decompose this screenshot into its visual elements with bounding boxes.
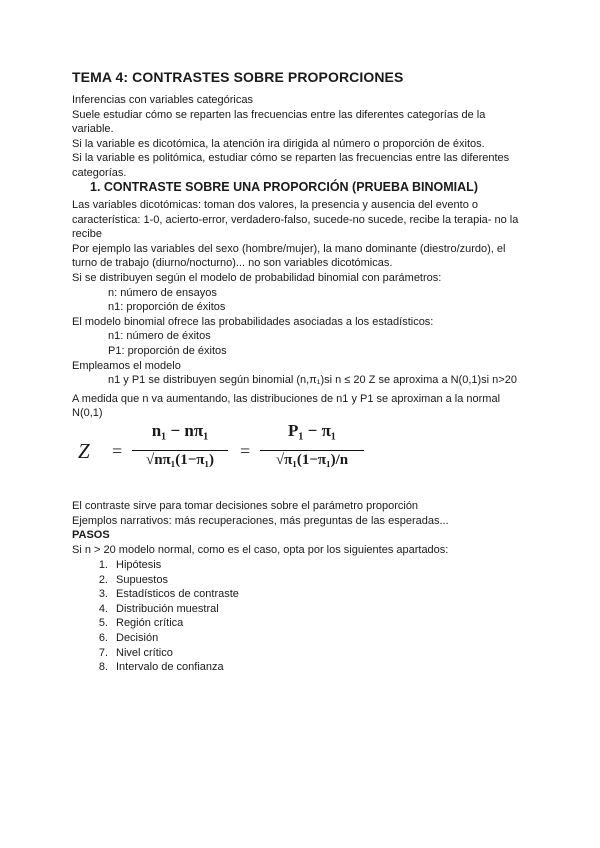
z-formula — [72, 421, 368, 492]
body-line: Empleamos el modelo — [72, 359, 181, 372]
fraction-denominator: √nπ₁(1−π₁) — [145, 452, 215, 468]
intro-line: variable. — [72, 123, 114, 136]
section-heading: 1. CONTRASTE SOBRE UNA PROPORCIÓN (PRUEBA BINOMIAL) — [90, 180, 478, 194]
fraction-bar — [132, 450, 228, 451]
list-number: 8. — [98, 661, 108, 674]
formula-equals: = — [240, 441, 251, 461]
list-item — [90, 573, 390, 588]
list-number: 5. — [98, 617, 108, 630]
body-line: A medida que n va aumentando, las distribuciones de n1 y P1 se aproximan a la normal — [72, 392, 501, 405]
list-text: Estadísticos de contraste — [116, 588, 239, 601]
fraction-numerator: P₁ − π₁ — [287, 421, 337, 440]
list-number: 1. — [98, 559, 108, 571]
intro-line: Suele estudiar cómo se reparten las frecuencias entre las diferentes categorías de la — [72, 108, 486, 121]
body-line: Ejemplos narrativos: más recuperaciones, más preguntas de las esperadas... — [72, 514, 449, 527]
formula-z: Z — [78, 439, 90, 463]
body-line: Por ejemplo las variables del sexo (hombre/mujer), la mano dominante (diestro/zurdo), el — [72, 242, 506, 255]
param-line: P1: proporción de éxitos — [108, 344, 227, 357]
param-line: n1: proporción de éxitos — [108, 301, 226, 314]
document-title: TEMA 4: CONTRASTES SOBRE PROPORCIONES — [72, 69, 404, 85]
param-line: n: número de ensayos — [108, 286, 217, 299]
list-item — [90, 616, 390, 631]
body-line: N(0,1) — [72, 407, 103, 420]
after-formula-block — [72, 499, 532, 557]
list-number: 2. — [98, 573, 108, 586]
list-number: 3. — [98, 588, 108, 601]
body-line: Si n > 20 modelo normal, como es el caso, opta por los siguientes apartados: — [72, 543, 449, 556]
list-text: Distribución muestral — [116, 602, 219, 615]
list-text: Intervalo de confianza — [116, 661, 224, 674]
list-number: 7. — [98, 646, 108, 659]
body-line: Si se distribuyen según el modelo de probabilidad binomial con parámetros: — [72, 271, 442, 284]
formula-equals: = — [112, 441, 123, 461]
list-number: 4. — [98, 602, 108, 615]
formula-fraction-2 — [260, 421, 364, 468]
list-item — [90, 646, 390, 661]
list-item — [90, 587, 390, 602]
list-item — [90, 660, 390, 675]
body-line: Las variables dicotómicas: toman dos valores, la presencia y ausencia del evento o — [72, 199, 479, 211]
list-text: Región crítica — [116, 617, 184, 630]
formula-fraction-1 — [132, 421, 228, 468]
list-text: Hipótesis — [116, 559, 162, 571]
section1-block — [72, 198, 532, 421]
fraction-denominator: √π₁(1−π₁)/n — [275, 452, 349, 468]
body-line: recibe — [72, 228, 102, 241]
body-line: El contraste sirve para tomar decisiones sobre el parámetro proporción — [72, 500, 419, 512]
pasos-heading: PASOS — [72, 529, 110, 542]
body-line: característica: 1-0, acierto-error, verdadero-falso, sucede-no sucede, recibe la terapia- no la — [72, 213, 519, 226]
fraction-numerator: n₁ − nπ₁ — [151, 421, 209, 440]
param-line: n1 y P1 se distribuyen según binomial (n,π₁)si n ≤ 20 Z se aproxima a N(0,1)si n>20 — [108, 374, 517, 387]
intro-line: Inferencias con variables categóricas — [72, 94, 253, 106]
fraction-bar — [260, 450, 364, 451]
intro-block — [72, 93, 532, 181]
list-item — [90, 602, 390, 617]
list-text: Nivel crítico — [116, 646, 173, 659]
body-line: El modelo binomial ofrece las probabilidades asociadas a los estadísticos: — [72, 315, 434, 328]
param-line: n1: número de éxitos — [108, 330, 211, 343]
list-item — [90, 631, 390, 646]
list-number: 6. — [98, 631, 108, 644]
list-item — [90, 558, 390, 573]
list-text: Supuestos — [116, 573, 168, 586]
body-line: turno de trabajo (diurno/nocturno)... no son variables dicotómicas. — [72, 257, 393, 270]
intro-line: categorías. — [72, 166, 127, 179]
intro-line: Si la variable es dicotómica, la atención ira dirigida al número o proporción de éxitos. — [72, 137, 485, 150]
list-text: Decisión — [116, 631, 159, 644]
steps-list — [90, 558, 390, 675]
intro-line: Si la variable es politómica, estudiar cómo se reparten las frecuencias entre las diferentes — [72, 152, 510, 165]
